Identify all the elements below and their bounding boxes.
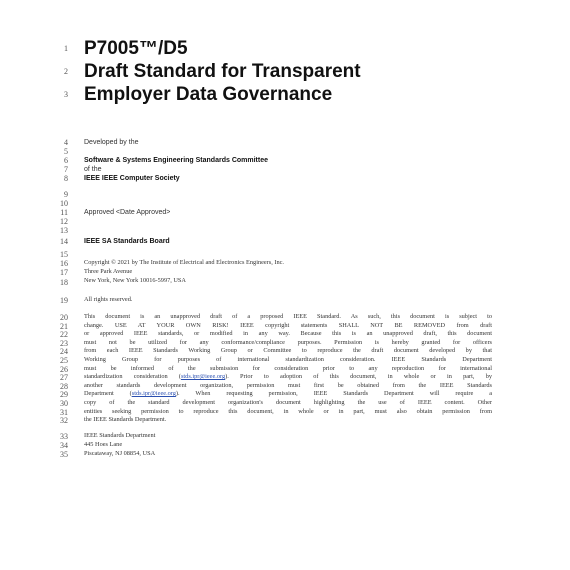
department-name: IEEE Standards Department [84, 432, 156, 439]
line-number: 9 [64, 190, 68, 199]
email-link[interactable]: stds.ipr@ieee.org [180, 373, 226, 381]
notice-line: must be informed of the submission for consideration prior to any reproduction for international [84, 364, 492, 372]
line-number: 24 [60, 347, 68, 357]
line-number: 10 [60, 199, 68, 208]
line-number: 23 [60, 338, 68, 348]
society-name: IEEE IEEE Computer Society [84, 175, 180, 182]
line-number: 5 [64, 147, 68, 156]
email-link[interactable]: stds.ipr@ieee.org [131, 390, 176, 398]
page-title: P7005™/D5 [84, 38, 188, 59]
line-number: 11 [60, 208, 68, 217]
copyright-address: New York, New York 10016-5997, USA [84, 277, 186, 284]
notice-line: change. USE AT YOUR OWN RISK! IEEE copyright statements SHALL NOT BE REMOVED from draft [84, 321, 492, 329]
notice-line: or approved IEEE standards, or modified in any way. Because this is an unapproved draft, this document [84, 330, 492, 338]
line-number: 13 [60, 226, 68, 235]
approval-date: Approved <Date Approved> [84, 209, 171, 216]
page-title: Employer Data Governance [84, 84, 333, 105]
notice-line: Working Group for purposes of international standardization consideration. IEEE Standards Department [84, 355, 492, 363]
notice-line: Department (stds.ipr@ieee.org). When requesting permission, IEEE Standards Department will require a [84, 390, 492, 398]
line-number: 12 [60, 217, 68, 226]
department-city: Piscataway, NJ 08854, USA [84, 450, 156, 457]
department-street: 445 Hoes Lane [84, 441, 123, 448]
line-number: 6 [64, 156, 68, 165]
of-the-label: of the [84, 166, 102, 173]
page-title: Draft Standard for Transparent [84, 61, 361, 82]
line-number: 20 [60, 313, 68, 322]
line-number: 16 [60, 259, 68, 268]
line-number: 26 [60, 364, 68, 374]
line-number: 35 [60, 450, 68, 459]
line-number: 19 [60, 296, 68, 305]
line-number: 18 [60, 278, 68, 287]
notice-line: the IEEE Standards Department. [84, 416, 167, 424]
line-number: 25 [60, 356, 68, 365]
line-number: 1 [64, 44, 68, 53]
line-number: 33 [60, 432, 68, 441]
line-number: 21 [60, 321, 68, 331]
developed-by-intro: Developed by the [84, 139, 139, 146]
rights-reserved: All rights reserved. [84, 296, 133, 303]
line-number: 2 [64, 67, 68, 76]
notice-line: from each IEEE Standards Working Group or Committee to reproduce the draft document developed by that [84, 347, 492, 355]
line-number: 15 [60, 250, 68, 259]
notice-line: entities seeking permission to reproduce this document, in whole or in part, must also obtain permission from [84, 407, 492, 415]
standards-board: IEEE SA Standards Board [84, 238, 170, 245]
line-number: 27 [60, 373, 68, 383]
line-number: 17 [60, 268, 68, 277]
line-number: 34 [60, 441, 68, 450]
notice-line: copy of the standard development organization's document highlighting the use of IEEE content. Other [84, 398, 492, 406]
line-number: 14 [60, 237, 68, 246]
line-number: 22 [60, 330, 68, 340]
notice-line: This document is an unapproved draft of a proposed IEEE Standard. As such, this document is subject to [84, 313, 492, 320]
notice-line: standardization consideration (stds.ipr@ieee.org). Prior to adoption of this document, in whole or in part, by [84, 373, 492, 381]
committee-name: Software & Systems Engineering Standards Committee [84, 157, 268, 164]
line-number: 32 [60, 416, 68, 426]
notice-line: must not be utilized for any conformance/compliance purposes. Permission is hereby granted for officers [84, 338, 492, 346]
line-number: 30 [60, 399, 68, 408]
line-number: 3 [64, 90, 68, 99]
line-number: 7 [64, 165, 68, 174]
line-number: 29 [60, 390, 68, 400]
line-number: 28 [60, 381, 68, 391]
line-number: 8 [64, 174, 68, 183]
line-number: 31 [60, 407, 68, 417]
notice-line: another standards development organization, permission must first be obtained from the IEEE Standards [84, 381, 492, 389]
copyright-address: Three Park Avenue [84, 268, 133, 275]
line-number: 4 [64, 138, 68, 147]
draft-notice-paragraph [84, 313, 492, 425]
copyright-line: Copyright © 2021 by The Institute of Electrical and Electronics Engineers, Inc. [84, 259, 284, 266]
